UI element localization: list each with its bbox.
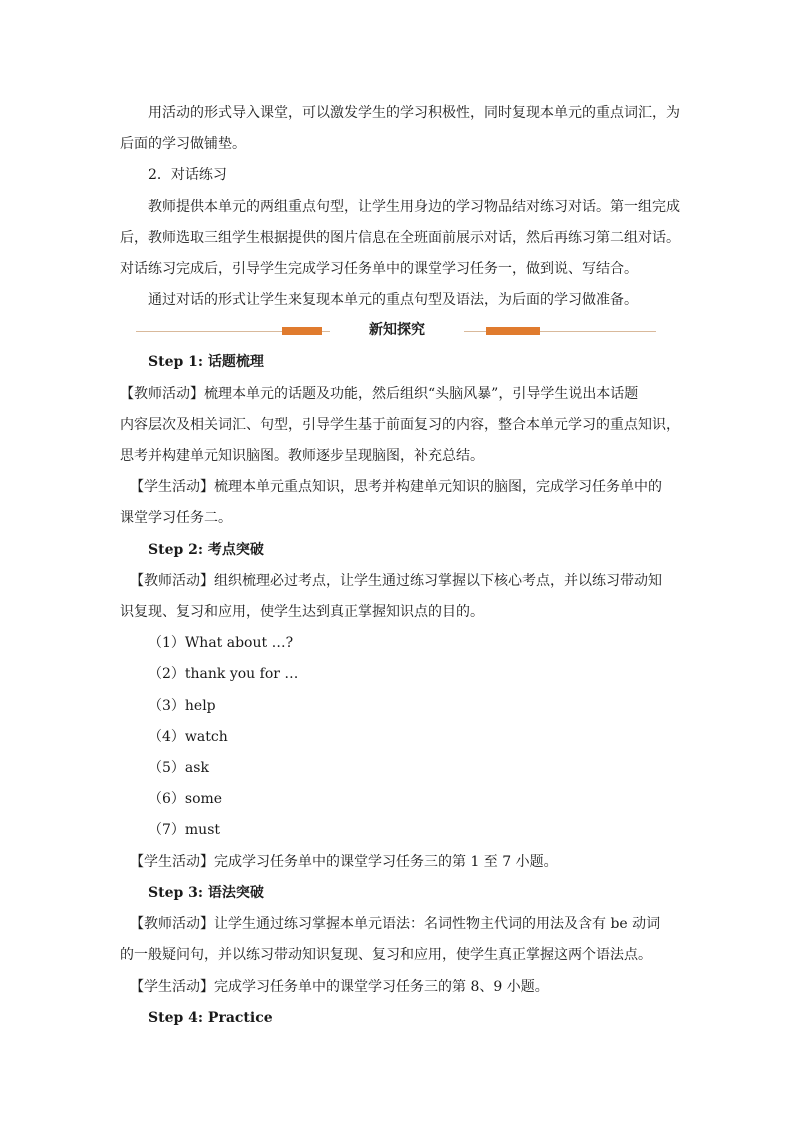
step2-teacher-line1: 【教师活动】组织梳理必过考点，让学生通过练习掌握以下核心考点，并以练习带动知 — [130, 573, 662, 589]
step4-heading: Step 4: Practice — [148, 1010, 273, 1026]
intro-p2-line1: 教师提供本单元的两组重点句型，让学生用身边的学习物品结对练习对话。第一组完成 — [148, 199, 680, 215]
step2-heading: Step 2: 考点突破 — [148, 542, 264, 558]
step3-heading: Step 3: 语法突破 — [148, 885, 264, 901]
list-item: （3）help — [148, 698, 216, 714]
list-item: （6）some — [148, 791, 223, 807]
section-divider-accent-left — [282, 327, 322, 335]
section-title: 新知探究 — [330, 320, 464, 340]
step1-teacher-line3: 思考并构建单元知识脑图。教师逐步呈现脑图，补充总结。 — [120, 448, 484, 464]
intro-p3-line1: 通过对话的形式让学生来复现本单元的重点句型及语法，为后面的学习做准备。 — [148, 292, 638, 308]
step1-teacher-line2: 内容层次及相关词汇、句型，引导学生基于前面复习的内容，整合本单元学习的重点知识， — [120, 417, 680, 433]
step1-teacher-line1: 【教师活动】梳理本单元的话题及功能，然后组织“头脑风暴”，引导学生说出本话题 — [120, 386, 639, 402]
step1-heading: Step 1: 话题梳理 — [148, 354, 264, 370]
section-divider-accent-right — [486, 327, 540, 335]
step1-student-line1: 【学生活动】梳理本单元重点知识，思考并构建单元知识的脑图，完成学习任务单中的 — [130, 479, 662, 495]
intro-p2-line3: 对话练习完成后，引导学生完成学习任务单中的课堂学习任务一，做到说、写结合。 — [120, 261, 638, 277]
intro-heading-dialogue: 2．对话练习 — [148, 167, 227, 183]
step1-student-line2: 课堂学习任务二。 — [120, 510, 232, 526]
list-item: （7）must — [148, 822, 221, 838]
intro-p1-line2: 后面的学习做铺垫。 — [120, 136, 246, 152]
list-item: （5）ask — [148, 760, 209, 776]
list-item: （2）thank you for … — [148, 666, 299, 682]
list-item: （4）watch — [148, 729, 228, 745]
intro-p2-line2: 后，教师选取三组学生根据提供的图片信息在全班面前展示对话，然后再练习第二组对话。 — [120, 230, 680, 246]
step3-teacher-line2: 的一般疑问句，并以练习带动知识复现、复习和应用，使学生真正掌握这两个语法点。 — [120, 947, 652, 963]
list-item: （1）What about …? — [148, 635, 294, 651]
step3-teacher-line1: 【教师活动】让学生通过练习掌握本单元语法：名词性物主代词的用法及含有 be 动词 — [130, 916, 661, 932]
step2-student-line1: 【学生活动】完成学习任务单中的课堂学习任务三的第 1 至 7 小题。 — [130, 854, 558, 870]
intro-p1-line1: 用活动的形式导入课堂，可以激发学生的学习积极性，同时复现本单元的重点词汇，为 — [148, 105, 680, 121]
step2-teacher-line2: 识复现、复习和应用，使学生达到真正掌握知识点的目的。 — [120, 604, 484, 620]
step3-student-line1: 【学生活动】完成学习任务单中的课堂学习任务三的第 8、9 小题。 — [130, 979, 549, 995]
